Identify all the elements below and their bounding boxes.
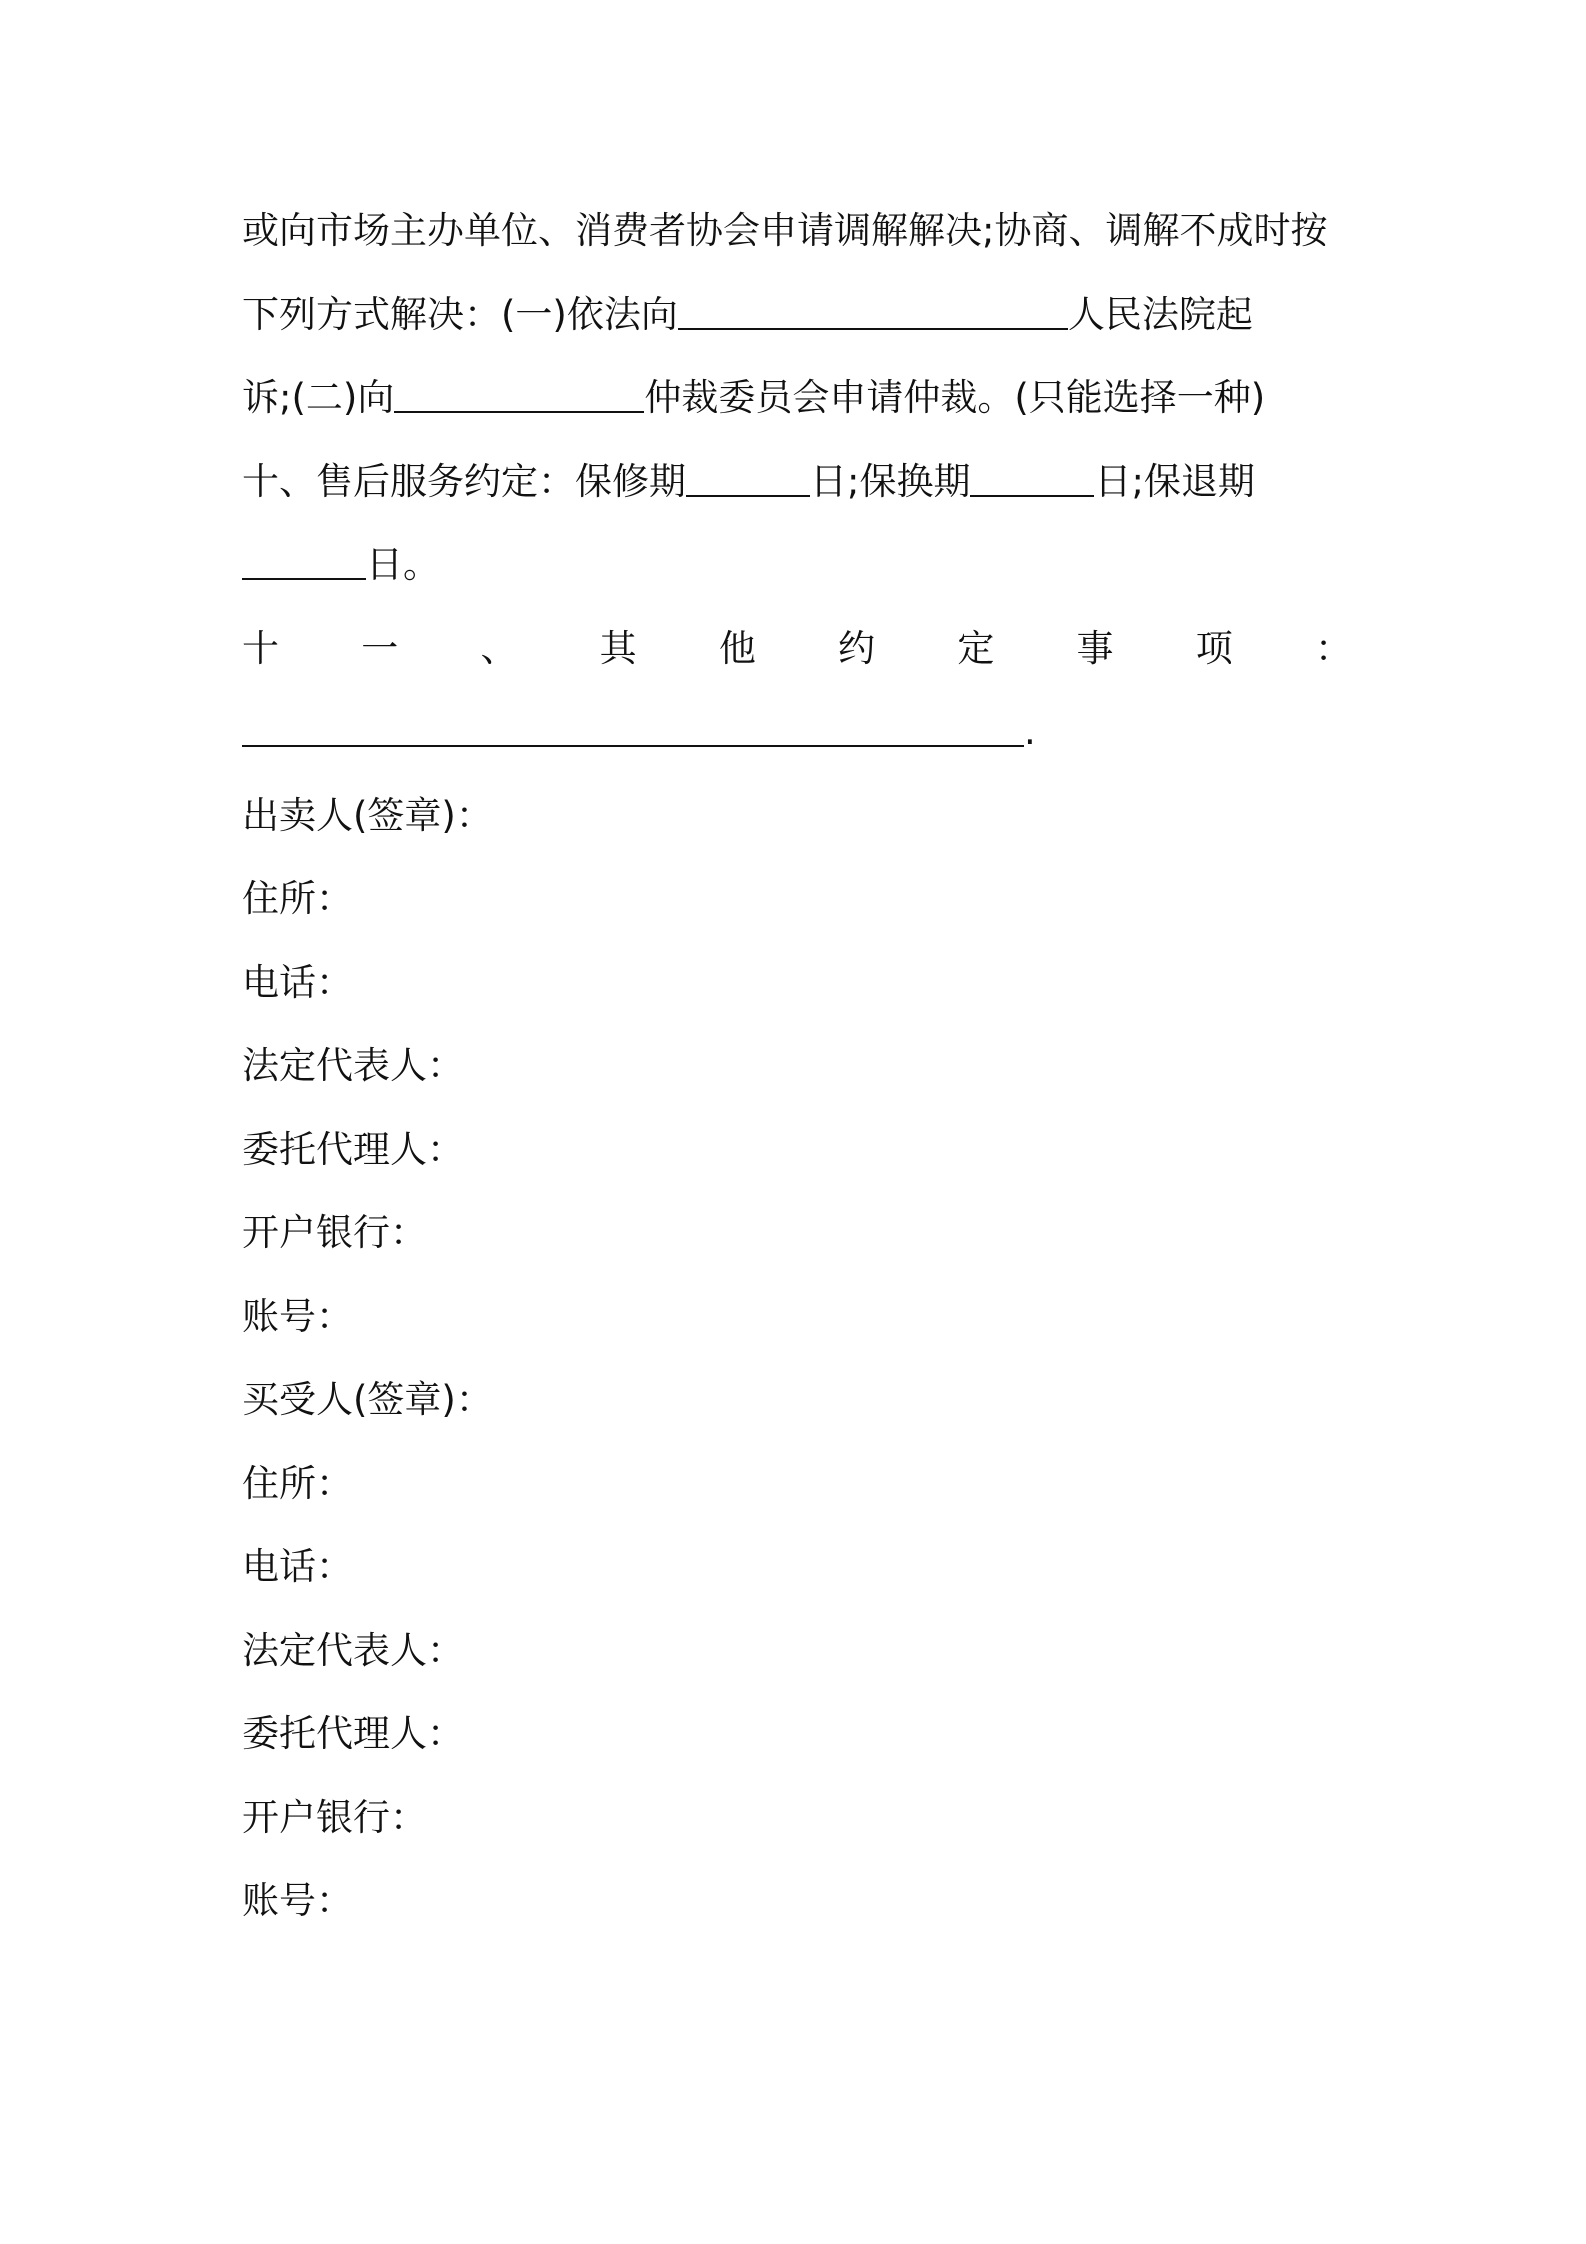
- clause-11-char-4: 他: [718, 626, 756, 670]
- buyer-legal-rep-label: 法定代表人：: [242, 1628, 464, 1672]
- contract-page: [242, 198, 1352, 1952]
- court-blank[interactable]: [678, 288, 1068, 330]
- dispute-text-1: 或向市场主办单位、消费者协会申请调解解决;协商、调解不成时按: [242, 209, 1328, 252]
- dispute-text-2b: 人民法院起: [1067, 292, 1253, 336]
- buyer-agent-label: 委托代理人：: [242, 1712, 464, 1755]
- seller-legal-rep-label: 法定代表人：: [242, 1044, 464, 1087]
- clause-11-end: .: [1024, 710, 1036, 753]
- seller-phone: [242, 950, 1352, 1034]
- seller-address-label: 住所：: [242, 877, 353, 920]
- seller-title-text: 出卖人(签章)：: [242, 793, 493, 837]
- clause-11-char-9: ：: [1314, 626, 1352, 670]
- other-terms-blank[interactable]: [242, 705, 1024, 747]
- buyer-legal-rep: [242, 1618, 1352, 1702]
- clause-11-char-7: 事: [1076, 626, 1114, 670]
- seller-agent: [242, 1117, 1352, 1201]
- clause-11-char-0: 十: [242, 626, 279, 670]
- dispute-text-3a: 诉;(二)向: [242, 376, 395, 419]
- buyer-account: [242, 1868, 1352, 1952]
- clause-11-char-1: 一: [361, 626, 399, 670]
- buyer-address: [242, 1451, 1352, 1535]
- clause-11-char-2: 、: [480, 626, 518, 670]
- clause-11-char-6: 定: [957, 626, 995, 670]
- seller-agent-label: 委托代理人：: [242, 1127, 464, 1171]
- clause-11-char-3: 其: [599, 626, 637, 670]
- exchange-days-blank[interactable]: [970, 455, 1094, 497]
- clause-10-text-a: 十、售后服务约定：保修期: [242, 459, 686, 503]
- dispute-text-3b: 仲裁委员会申请仲裁。(只能选择一种): [644, 376, 1266, 419]
- dispute-line-3: [242, 365, 1352, 449]
- buyer-address-label: 住所：: [242, 1461, 353, 1505]
- seller-bank-label: 开户银行：: [242, 1211, 427, 1254]
- warranty-days-blank[interactable]: [686, 455, 810, 497]
- dispute-line-2: [242, 282, 1352, 366]
- seller-account: [242, 1284, 1352, 1368]
- buyer-title-text: 买受人(签章)：: [242, 1378, 493, 1421]
- buyer-title: [242, 1367, 1352, 1451]
- dispute-text-2a: 下列方式解决：(一)依法向: [242, 292, 678, 336]
- seller-account-label: 账号：: [242, 1294, 353, 1338]
- clause-10-text-c: 日;保退期: [1094, 459, 1255, 503]
- seller-address: [242, 866, 1352, 950]
- buyer-account-label: 账号：: [242, 1879, 353, 1922]
- arbitration-blank[interactable]: [394, 371, 644, 413]
- clause-10-text-b: 日;保换期: [810, 459, 971, 503]
- buyer-phone-label: 电话：: [242, 1545, 353, 1588]
- seller-title: [242, 783, 1352, 867]
- clause-10-line-2: [242, 532, 1352, 616]
- buyer-bank-label: 开户银行：: [242, 1795, 427, 1839]
- clause-10-line: [242, 449, 1352, 533]
- clause-11-blank-line: [242, 699, 1352, 783]
- buyer-agent: [242, 1701, 1352, 1785]
- seller-legal-rep: [242, 1033, 1352, 1117]
- clause-11-line: [242, 616, 1352, 700]
- clause-11-char-5: 约: [838, 626, 876, 670]
- clause-11-char-8: 项: [1195, 626, 1233, 670]
- return-days-blank[interactable]: [242, 538, 366, 580]
- seller-bank: [242, 1200, 1352, 1284]
- dispute-line-1: [242, 198, 1352, 282]
- clause-10-text-d: 日。: [366, 543, 440, 586]
- seller-phone-label: 电话：: [242, 960, 353, 1004]
- buyer-bank: [242, 1785, 1352, 1869]
- buyer-phone: [242, 1534, 1352, 1618]
